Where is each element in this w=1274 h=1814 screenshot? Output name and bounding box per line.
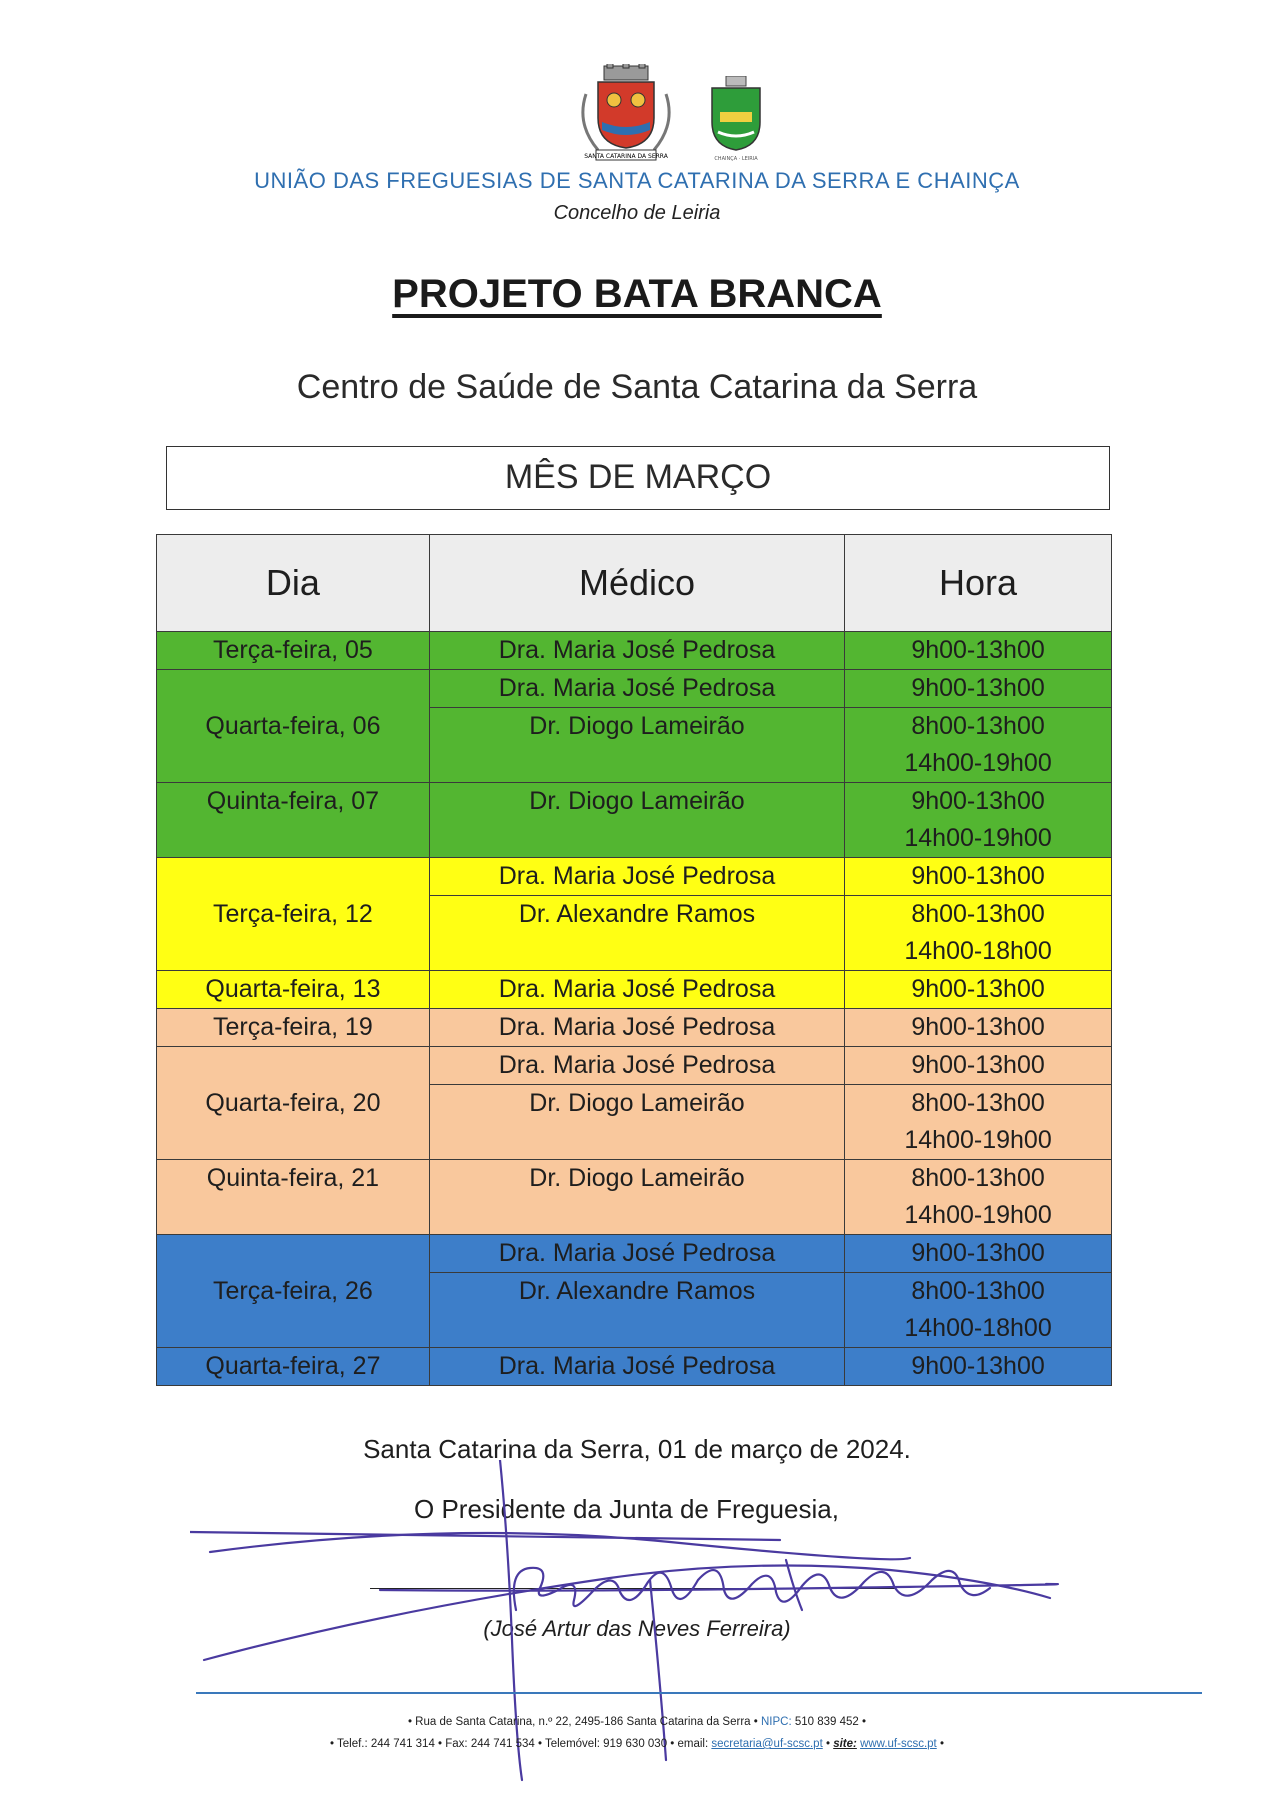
doctor-cell: Dra. Maria José Pedrosa <box>429 1047 844 1085</box>
logos <box>0 64 1274 164</box>
doctor-cell: Dra. Maria José Pedrosa <box>429 1348 844 1386</box>
day-cell: Terça-feira, 12 <box>157 858 430 971</box>
header-day: Dia <box>157 535 430 632</box>
doctor-cell: Dra. Maria José Pedrosa <box>429 971 844 1009</box>
document-subtitle: Centro de Saúde de Santa Catarina da Serra <box>296 368 978 406</box>
president-title: O Presidente da Junta de Freguesia, <box>414 1494 839 1524</box>
day-cell: Quinta-feira, 07 <box>157 783 430 858</box>
table-row <box>157 1348 1112 1386</box>
hour-cell: 9h00-13h00 <box>845 632 1112 670</box>
table-row <box>157 632 1112 670</box>
day-cell: Quarta-feira, 27 <box>157 1348 430 1386</box>
hour-cell: 9h00-13h00 <box>845 1235 1112 1273</box>
doctor-cell: Dr. Diogo Lameirão <box>429 1160 844 1235</box>
footer-divider <box>196 1692 1202 1694</box>
doctor-cell: Dr. Diogo Lameirão <box>429 1085 844 1160</box>
table-header-row <box>157 535 1112 632</box>
document-title: PROJETO BATA BRANCA <box>392 272 882 316</box>
hour-line: 14h00-19h00 <box>904 1126 1052 1154</box>
hour-cell: 9h00-13h00 <box>845 1009 1112 1047</box>
footer-site-link[interactable]: www.uf-scsc.pt <box>860 1738 937 1750</box>
hour-line: 9h00-13h00 <box>911 787 1045 815</box>
footer-contact-line <box>0 1738 1274 1750</box>
hour-cell: 9h00-13h00 <box>845 971 1112 1009</box>
hour-cell: 9h00-13h00 <box>845 1348 1112 1386</box>
footer-nipc-label: NIPC: <box>760 1716 792 1728</box>
hour-cell <box>845 896 1112 971</box>
place-date: Santa Catarina da Serra, 01 de março de 2024. <box>363 1434 911 1464</box>
day-cell: Terça-feira, 05 <box>157 632 430 670</box>
day-cell: Terça-feira, 19 <box>157 1009 430 1047</box>
hour-cell <box>845 1085 1112 1160</box>
hour-line: 14h00-19h00 <box>904 1201 1052 1229</box>
doctor-cell: Dr. Diogo Lameirão <box>429 783 844 858</box>
day-cell: Quinta-feira, 21 <box>157 1160 430 1235</box>
hour-line: 14h00-19h00 <box>904 824 1052 852</box>
day-cell: Terça-feira, 26 <box>157 1235 430 1348</box>
hour-line: 8h00-13h00 <box>911 712 1045 740</box>
table-row <box>157 783 1112 858</box>
day-cell: Quarta-feira, 20 <box>157 1047 430 1160</box>
doctor-cell: Dra. Maria José Pedrosa <box>429 632 844 670</box>
footer-site-label: site: <box>833 1738 857 1750</box>
table-row <box>157 670 1112 708</box>
hour-line: 8h00-13h00 <box>911 1089 1045 1117</box>
hour-cell: 9h00-13h00 <box>845 1047 1112 1085</box>
doctor-cell: Dr. Alexandre Ramos <box>429 1273 844 1348</box>
table-row <box>157 858 1112 896</box>
hour-cell <box>845 1273 1112 1348</box>
day-cell: Quarta-feira, 06 <box>157 670 430 783</box>
table-row <box>157 1235 1112 1273</box>
doctor-cell: Dr. Diogo Lameirão <box>429 708 844 783</box>
footer-separator: • <box>825 1738 830 1750</box>
hour-line: 8h00-13h00 <box>911 1277 1045 1305</box>
doctor-cell: Dra. Maria José Pedrosa <box>429 670 844 708</box>
hour-line: 14h00-19h00 <box>904 749 1052 777</box>
council-name: Concelho de Leiria <box>553 202 721 224</box>
chainca-coat-of-arms-icon <box>704 76 768 164</box>
footer-phones: • Telef.: 244 741 314 • Fax: 244 741 534 • Telemóvel: 919 630 030 • email: <box>330 1738 709 1750</box>
footer-separator: • <box>939 1738 944 1750</box>
hour-cell: 9h00-13h00 <box>845 858 1112 896</box>
hour-line: 8h00-13h00 <box>911 900 1045 928</box>
doctor-cell: Dra. Maria José Pedrosa <box>429 858 844 896</box>
month-banner: MÊS DE MARÇO <box>166 446 1110 510</box>
footer-address-line <box>0 1716 1274 1728</box>
table-row <box>157 1047 1112 1085</box>
crest2-label: CHAINÇA · LEIRIA <box>714 156 758 162</box>
doctor-cell: Dr. Alexandre Ramos <box>429 896 844 971</box>
footer-address: • Rua de Santa Catarina, n.º 22, 2495-186 Santa Catarina da Serra • <box>407 1716 758 1728</box>
doctor-cell: Dra. Maria José Pedrosa <box>429 1235 844 1273</box>
santa-catarina-coat-of-arms-icon <box>576 64 676 164</box>
hour-line: 14h00-18h00 <box>904 1314 1052 1342</box>
schedule-table <box>156 534 1112 1386</box>
table-row <box>157 1160 1112 1235</box>
table-row <box>157 971 1112 1009</box>
footer-email-link[interactable]: secretaria@uf-scsc.pt <box>711 1738 823 1750</box>
hour-cell <box>845 783 1112 858</box>
hour-line: 8h00-13h00 <box>911 1164 1045 1192</box>
crest1-label: SANTA CATARINA DA SERRA <box>584 153 668 160</box>
doctor-cell: Dra. Maria José Pedrosa <box>429 1009 844 1047</box>
signer-name: (José Artur das Neves Ferreira) <box>483 1616 791 1641</box>
footer-nipc-value: 510 839 452 • <box>794 1716 867 1728</box>
day-cell: Quarta-feira, 13 <box>157 971 430 1009</box>
hour-cell <box>845 708 1112 783</box>
table-row <box>157 1009 1112 1047</box>
header-hour: Hora <box>845 535 1112 632</box>
hour-cell: 9h00-13h00 <box>845 670 1112 708</box>
hour-cell <box>845 1160 1112 1235</box>
header-doctor: Médico <box>429 535 844 632</box>
hour-line: 14h00-18h00 <box>904 937 1052 965</box>
organization-name: UNIÃO DAS FREGUESIAS DE SANTA CATARINA DA SERRA E CHAINÇA <box>254 168 1020 193</box>
